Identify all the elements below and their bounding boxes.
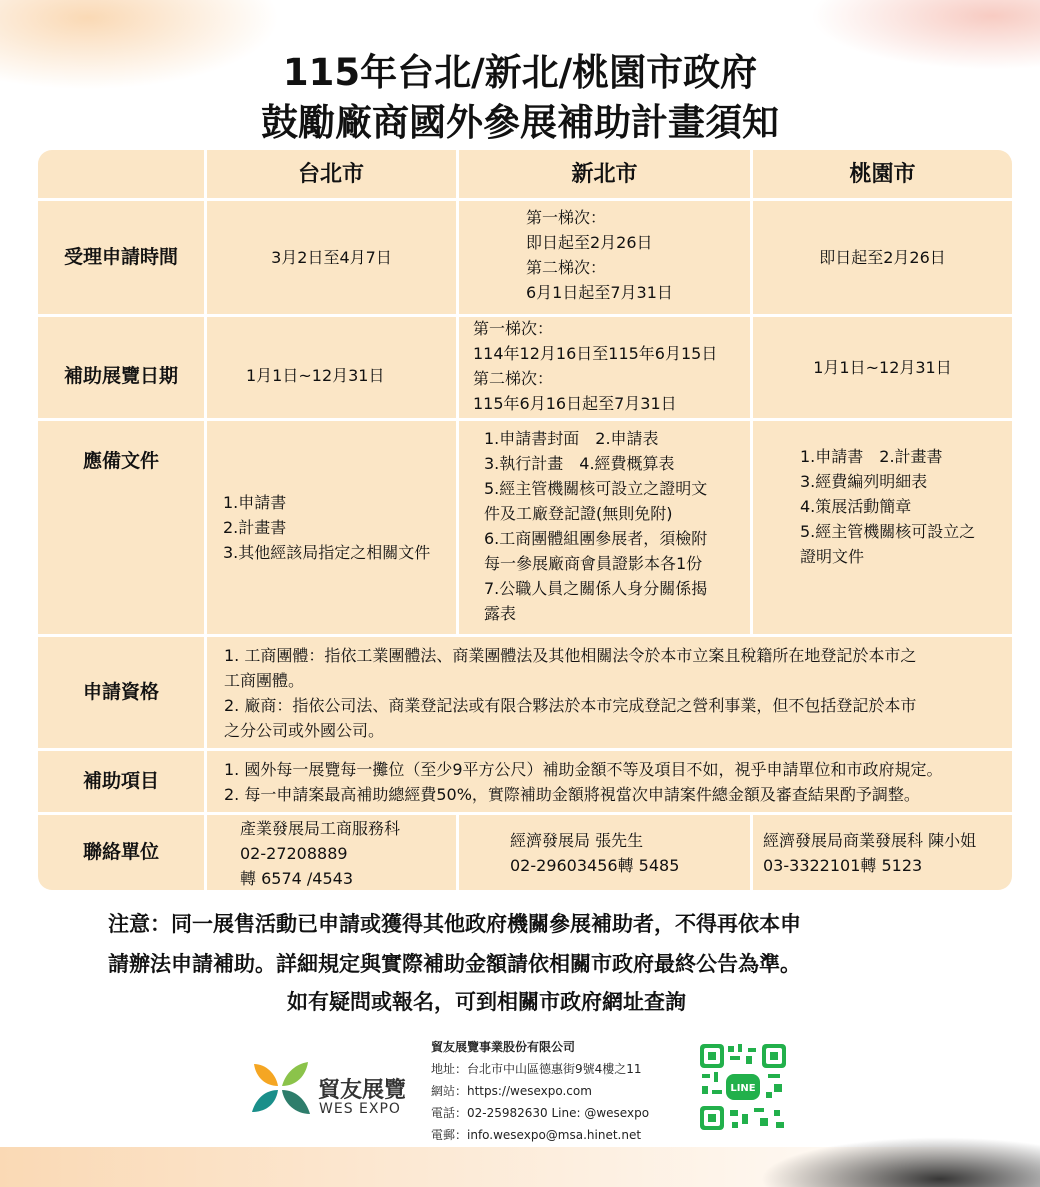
header-newtaipei: 新北市 bbox=[571, 161, 638, 187]
cell-eligibility: 1. 工商團體：指依工業團體法、商業團體法及其他相關法令於本市立案且稅籍所在地登記於本市之 工商團體。 2. 廠商：指依公司法、商業登記法或有限合夥法於本市完成登記之營利事業，但不包括登記於本市 之分公司或外國公司。 bbox=[224, 645, 917, 740]
cell-apply-time-newtaipei: 第一梯次： 即日起至2月26日 第二梯次： 6月1日起至7月31日 bbox=[526, 208, 673, 302]
notice-line1: 注意：同一展售活動已申請或獲得其他政府機關參展補助者，不得再依本申 bbox=[108, 912, 801, 936]
cell-apply-time-taoyuan: 即日起至2月26日 bbox=[819, 248, 946, 267]
cell-expo-dates-taipei: 1月1日~12月31日 bbox=[246, 366, 385, 385]
column-divider bbox=[750, 812, 753, 890]
header-taoyuan: 桃園市 bbox=[849, 161, 916, 187]
company-website[interactable]: 網站：https://wesexpo.com bbox=[431, 1084, 592, 1098]
company-email[interactable]: 電郵：info.wesexpo@msa.hinet.net bbox=[431, 1128, 642, 1142]
cell-contact-newtaipei: 經濟發展局 張先生 02-29603456轉 5485 bbox=[510, 830, 680, 875]
row-label-expo-dates: 補助展覽日期 bbox=[63, 365, 178, 387]
cell-apply-time-taipei: 3月2日至4月7日 bbox=[271, 248, 392, 267]
row-label-documents: 應備文件 bbox=[82, 449, 159, 472]
row-label-apply-time: 受理申請時間 bbox=[63, 246, 178, 268]
logo-text-zh: 貿友展覽 bbox=[318, 1078, 407, 1103]
decoration-bottom-band bbox=[0, 1147, 1040, 1187]
wes-expo-logo-icon bbox=[248, 1060, 314, 1116]
cell-contact-taipei: 產業發展局工商服務科 02-27208889 轉 6574 /4543 bbox=[240, 819, 401, 888]
info-table bbox=[38, 150, 1012, 890]
company-info bbox=[431, 1036, 649, 1146]
cell-expo-dates-newtaipei: 第一梯次： 114年12月16日至115年6月15日 第二梯次： 115年6月16日起至7月31日 bbox=[473, 319, 718, 413]
page-title-line1: 115年台北/新北/桃園市政府 bbox=[282, 51, 758, 94]
row-label-items: 補助項目 bbox=[82, 770, 159, 792]
line-qr-code-icon[interactable] bbox=[698, 1042, 788, 1132]
column-divider bbox=[456, 150, 459, 634]
company-address: 地址：台北市中山區德惠街9號4樓之11 bbox=[431, 1062, 642, 1076]
cell-documents-taoyuan: 1.申請書 2.計畫書 3.經費編列明細表 4.策展活動簡章 5.經主管機關核可設立之 證明文件 bbox=[800, 446, 976, 566]
cell-documents-taipei: 1.申請書 2.計畫書 3.其他經該局指定之相關文件 bbox=[223, 493, 431, 562]
header-taipei: 台北市 bbox=[297, 161, 364, 187]
company-phone: 電話：02-25982630 Line: @wesexpo bbox=[431, 1106, 650, 1120]
row-label-eligibility: 申請資格 bbox=[82, 681, 159, 703]
company-name: 貿友展覽事業股份有限公司 bbox=[431, 1040, 576, 1054]
cell-items: 1. 國外每一展覽每一攤位（至少9平方公尺）補助金額不等及項目不如，視乎申請單位和市政府規定。 2. 每一申請案最高補助總經費50%，實際補助金額將視當次申請案件總金額及審查結果酌予調整。 bbox=[224, 759, 943, 804]
notice-line3: 如有疑問或報名，可到相關市政府網址查詢 bbox=[287, 990, 686, 1014]
qr-line-label: LINE bbox=[730, 1083, 756, 1094]
cell-documents-newtaipei: 1.申請書封面 2.申請表 3.執行計畫 4.經費概算表 5.經主管機關核可設立之證明文 件及工廠登記證(無則免附) 6.工商團體組團參展者，須檢附 每一參展廠商會員證影本各1份 7.公職人員之關係人身分關係揭 露表 bbox=[484, 429, 708, 623]
logo-text-en: WES EXPO bbox=[319, 1101, 401, 1117]
column-divider bbox=[456, 812, 459, 890]
cell-expo-dates-taoyuan: 1月1日~12月31日 bbox=[813, 358, 952, 377]
page-title-line2: 鼓勵廠商國外參展補助計畫須知 bbox=[261, 101, 779, 144]
cell-contact-taoyuan: 經濟發展局商業發展科 陳小姐 03-3322101轉 5123 bbox=[763, 830, 977, 875]
decoration-bottom-right bbox=[760, 1137, 1040, 1187]
notice-line2: 請辦法申請補助。詳細規定與實際補助金額請依相關市政府最終公告為準。 bbox=[108, 952, 801, 976]
row-label-contact: 聯絡單位 bbox=[82, 841, 159, 863]
